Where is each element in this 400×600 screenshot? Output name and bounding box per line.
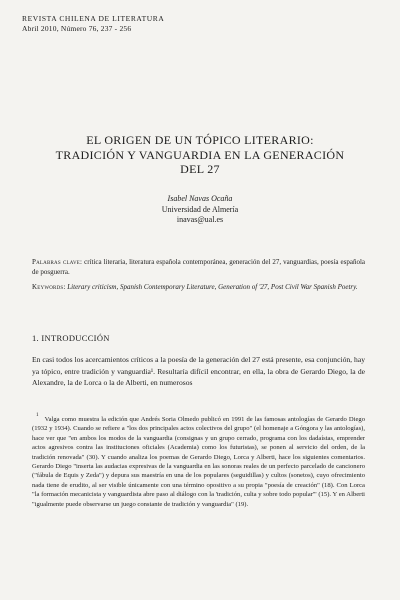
article-title: [20, 133, 380, 177]
author-affiliation: Universidad de Almería: [161, 204, 239, 214]
title-line: EL ORIGEN DE UN TÓPICO LITERARIO:: [86, 133, 314, 147]
keywords-english-text: Literary criticism, Spanish Contemporary Literature, Generation of '27, Post Civil War Spanish Poetry.: [67, 283, 358, 291]
journal-name: REVISTA CHILENA DE LITERATURA: [22, 14, 165, 23]
title-line: DEL 27: [180, 162, 220, 176]
footnote: [32, 412, 365, 509]
keywords-spanish: [32, 258, 365, 278]
keywords-english-label: Keywords:: [32, 283, 66, 291]
journal-issue: Abril 2010, Número 76, 237 - 256: [22, 24, 132, 33]
footnotes: [32, 412, 365, 509]
section-heading: 1. INTRODUCCIÓN: [32, 333, 110, 343]
footnote-text: Valga como muestra la edición que Andrés Soria Olmedo publicó en 1991 de las famosas antologías de Gerardo Diego (1932 y 1934). Cuando se refiere a "los dos principales actos colectivos del grupo" (el homenaje a Góngora y las antologías), hace ver que "en ambos los modos de la vanguardia (consignas y un grupo cerrado, programa con los dadaístas, emprender actos agresivos contra las instituciones oficiales (Academia) como los futuristas), se ponen al servicio del orden, de la tradición renovada" (30). Y cuando analiza los poemas de Gerardo Diego, Lorca y Alberti, hace los siguientes comentarios. Gerardo Diego "inserta las audacias expresivas de la vanguardia en las sonoras reales de un perfecto parcelado de cancionero ("fábula de Equis y Zeda") y depura sus maestría en una de los populares (seguidillas) y cultos (sonetos), cuyo ofrecimiento nada tiene de erudito, al ser visible únicamente con una término opositivo a su propia "poesía de creación" (18). Con Lorca "la formación mecanicista y vanguardista abre paso al diálogo con la 'tradición, culta y sobre todo popular'" (15). Y en Alberti "igualmente puede observarse un juego constante de tradición y vanguardia" (19).: [32, 416, 365, 508]
body-text: [32, 354, 365, 389]
keywords-spanish-text: crítica literaria, literatura española contemporánea, generación del 27, vanguardias, poesía española de posguerra.: [32, 258, 365, 276]
author-name: Isabel Navas Ocaña: [167, 194, 233, 203]
author-email: inavas@ual.es: [176, 215, 224, 224]
keywords-spanish-label: Palabras clave:: [32, 258, 83, 266]
title-line: TRADICIÓN Y VANGUARDIA EN LA GENERACIÓN: [55, 147, 345, 162]
keywords-english: [32, 283, 365, 293]
body-paragraph: En casi todos los acercamientos críticos a la poesía de la generación del 27 está presente, esa conjunción, hay ya tópico, entre tradición y vanguardia¹. Resultaría difícil encontrar, en ella, la obra de Gerardo Diego, la de Alexandre, la de Lorca o la de Alberti, en numerosos: [32, 355, 365, 388]
author-block: [20, 194, 380, 226]
footnote-marker: 1: [36, 412, 39, 418]
journal-header: [22, 14, 164, 34]
